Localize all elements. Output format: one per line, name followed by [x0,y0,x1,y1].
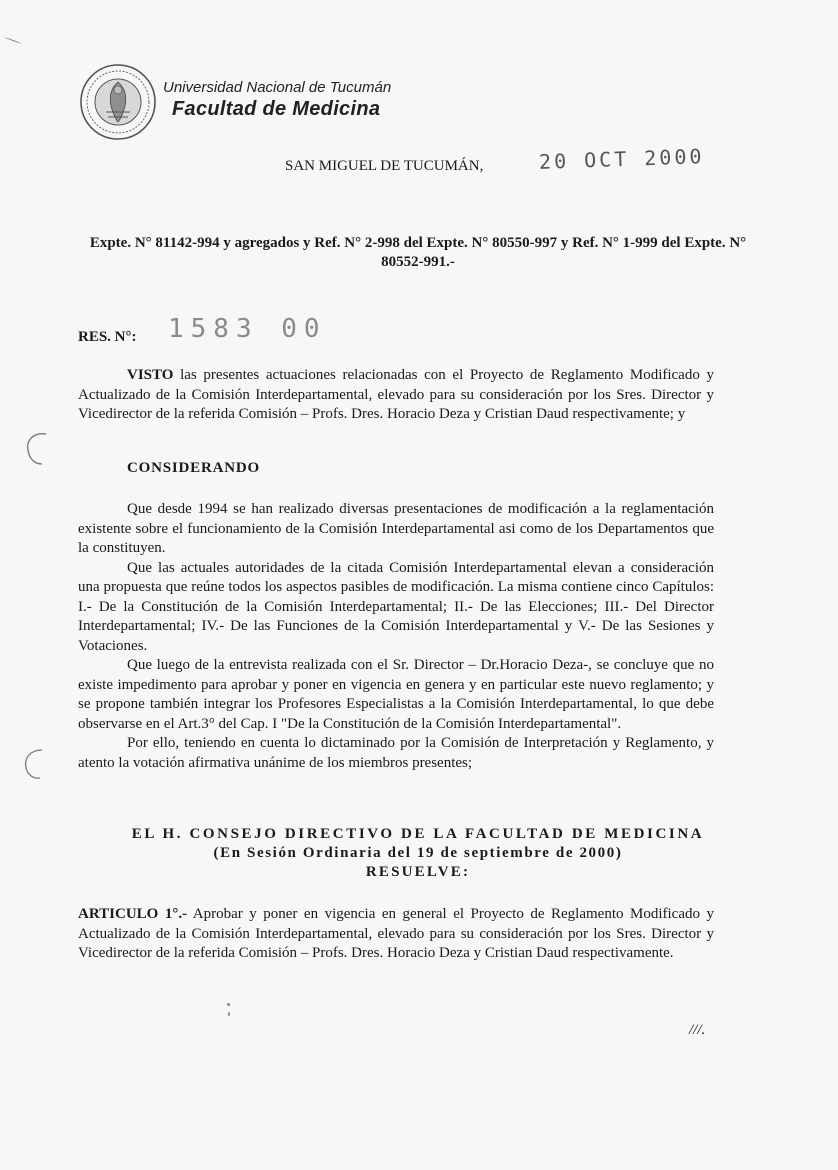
considerando-section [78,500,714,773]
articulo-1-label: ARTICULO 1°.- [78,906,188,922]
expediente-reference: Expte. N° 81142-994 y agregados y Ref. N° 2-998 del Expte. N° 80550-997 y Ref. N° 1-999 del Expte. N° 80552-991.- [89,235,747,270]
scan-speck [4,37,21,44]
articulo-1 [78,905,714,964]
university-seal-icon [78,62,158,142]
session-line: (En Sesión Ordinaria del 19 de septiembre de 2000) [213,845,623,861]
place-line: SAN MIGUEL DE TUCUMÁN, [285,158,484,174]
council-line: EL H. CONSEJO DIRECTIVO DE LA FACULTAD DE MEDICINA [131,826,705,842]
visto-paragraph [78,366,714,425]
continuation-mark: ///. [689,1022,706,1038]
considerando-paragraph: Por ello, teniendo en cuenta lo dictaminado por la Comisión de Interpretación y Reglamento, y atento la votación afirmativa unánime de los miembros presentes; [78,735,714,771]
punch-hole-mark-icon [20,428,50,468]
articulo-1-paragraph [78,905,714,964]
visto-lead: VISTO [127,367,174,383]
considerando-heading: CONSIDERANDO [127,460,260,476]
date-stamp: 20 OCT 2000 [538,144,705,174]
university-name: Universidad Nacional de Tucumán [163,79,392,96]
scan-speck [227,1003,230,1006]
resolution-number-stamp: 1583 00 [168,314,327,344]
scan-speck [228,1012,230,1016]
considerando-paragraph: Que desde 1994 se han realizado diversas presentaciones de modificación a la reglamentación existente sobre el funcionamiento de la Comisión Interdepartamental asi como de los Departamentos que la constituyen. [78,501,714,556]
visto-section [78,366,714,425]
articulo-1-text: Aprobar y poner en vigencia en general el Proyecto de Reglamento Modificado y Actualizado de la Comisión Interdepartamental, elevado para su consideración por los Sres. Director y Vicedirector de la referida Comisión – Profs. Dres. Horacio Deza y Cristian Daud respectivamente. [78,906,714,961]
resolution-label: RES. N°: [78,329,137,345]
punch-hole-mark-icon [18,744,48,784]
considerando-paragraph: Que las actuales autoridades de la citada Comisión Interdepartamental elevan a consideración una propuesta que reúne todos los aspectos pasibles de modificación. La misma contiene cinco Capítulos: I.- De la Constitución de la Comisión Interdepartamental; II.- De las Elecciones; III.- Del Director Interdepartamental; IV.- De las Funciones de la Comisión Interdepartamental y V.- De las Sesiones y Votaciones. [78,559,714,654]
resuelve-line: RESUELVE: [365,864,471,880]
visto-text: las presentes actuaciones relacionadas con el Proyecto de Reglamento Modificado y Actualizado de la Comisión Interdepartamental, elevado para su consideración por los Sres. Director y Vicedirector de la referida Comisión – Profs. Dres. Horacio Deza y Cristian Daud respectivamente; y [78,367,714,422]
council-resolution-heading [78,825,758,882]
faculty-name: Facultad de Medicina [172,98,381,120]
considerando-paragraph: Que luego de la entrevista realizada con el Sr. Director – Dr.Horacio Deza-, se concluye que no existe impedimento para aprobar y poner en vigencia en genera y en particular este nuevo reglamento; y se propone también integrar los Profesores Especialistas a la Comisión Interdepartamental, lo que debe observarse en el Art.3° del Cap. I "De la Constitución de la Comisión Interdepartamental". [78,657,714,732]
